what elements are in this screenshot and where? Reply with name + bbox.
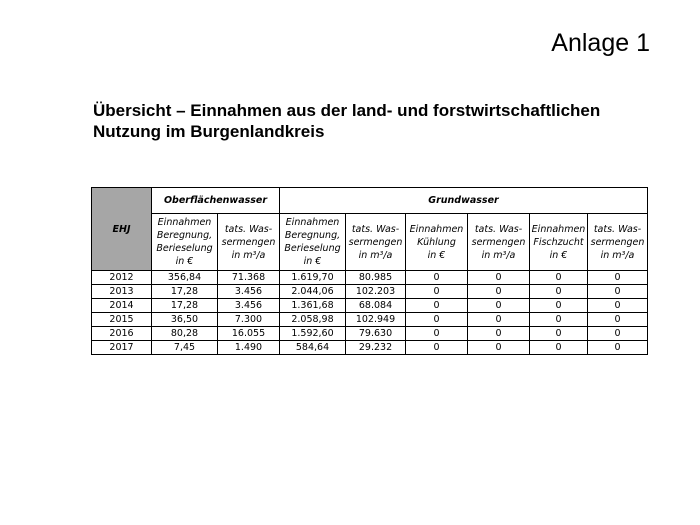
table-cell: 0 <box>588 327 648 341</box>
table-cell: 3.456 <box>218 299 280 313</box>
table-cell: 0 <box>588 341 648 355</box>
table-cell: 2.044,06 <box>280 285 346 299</box>
table-cell: 0 <box>468 271 530 285</box>
col-header-water-volume: tats. Was- sermengen in m³/a <box>588 214 648 271</box>
table-cell: 0 <box>406 327 468 341</box>
table-cell: 80,28 <box>152 327 218 341</box>
table-cell: 0 <box>530 341 588 355</box>
table-row <box>92 341 648 355</box>
table-row <box>92 313 648 327</box>
table-cell: 0 <box>406 299 468 313</box>
title-line-2: Nutzung im Burgenlandkreis <box>93 122 325 141</box>
table-cell: 0 <box>530 327 588 341</box>
table-cell: 80.985 <box>346 271 406 285</box>
table-cell: 1.490 <box>218 341 280 355</box>
table-cell: 0 <box>530 271 588 285</box>
table-cell: 36,50 <box>152 313 218 327</box>
title-line-1: Übersicht – Einnahmen aus der land- und forstwirtschaftlichen <box>93 101 601 120</box>
table-cell: 3.456 <box>218 285 280 299</box>
table-cell: 1.619,70 <box>280 271 346 285</box>
col-header-water-volume: tats. Was- sermengen in m³/a <box>346 214 406 271</box>
col-header-cooling-income: Einnahmen Kühlung in € <box>406 214 468 271</box>
table-cell: 0 <box>468 327 530 341</box>
document-title <box>93 100 653 142</box>
table-cell: 0 <box>530 285 588 299</box>
table-row <box>92 327 648 341</box>
table-cell: 0 <box>530 313 588 327</box>
table-cell: 2014 <box>92 299 152 313</box>
table-cell: 0 <box>530 299 588 313</box>
revenue-table <box>91 187 648 355</box>
table-cell: 2.058,98 <box>280 313 346 327</box>
table-cell: 2012 <box>92 271 152 285</box>
table-cell: 102.203 <box>346 285 406 299</box>
table-cell: 356,84 <box>152 271 218 285</box>
table-cell: 0 <box>406 341 468 355</box>
table-cell: 0 <box>588 299 648 313</box>
table-cell: 0 <box>468 285 530 299</box>
table-cell: 71.368 <box>218 271 280 285</box>
table-cell: 1.361,68 <box>280 299 346 313</box>
table-cell: 0 <box>588 313 648 327</box>
table-cell: 2017 <box>92 341 152 355</box>
table-cell: 0 <box>406 285 468 299</box>
col-header-irrigation-income: Einnahmen Beregnung, Berieselung in € <box>152 214 218 271</box>
table-cell: 0 <box>406 271 468 285</box>
col-header-fish-farming-income: Einnahmen Fischzucht in € <box>530 214 588 271</box>
table-cell: 17,28 <box>152 285 218 299</box>
table-cell: 2016 <box>92 327 152 341</box>
ehj-header: EHJ <box>92 188 152 271</box>
table-cell: 68.084 <box>346 299 406 313</box>
col-header-water-volume: tats. Was- sermengen in m³/a <box>218 214 280 271</box>
table-row <box>92 285 648 299</box>
table-cell: 16.055 <box>218 327 280 341</box>
table-cell: 7,45 <box>152 341 218 355</box>
col-header-irrigation-income: Einnahmen Beregnung, Berieselung in € <box>280 214 346 271</box>
table-cell: 79.630 <box>346 327 406 341</box>
table-cell: 0 <box>468 313 530 327</box>
table-cell: 1.592,60 <box>280 327 346 341</box>
col-header-water-volume: tats. Was- sermengen in m³/a <box>468 214 530 271</box>
table-cell: 0 <box>406 313 468 327</box>
table-cell: 584,64 <box>280 341 346 355</box>
surface-water-header: Oberflächenwasser <box>152 188 280 214</box>
groundwater-header: Grundwasser <box>280 188 648 214</box>
table-cell: 102.949 <box>346 313 406 327</box>
table-cell: 0 <box>588 285 648 299</box>
table-row <box>92 271 648 285</box>
table-cell: 0 <box>588 271 648 285</box>
table-cell: 2013 <box>92 285 152 299</box>
table-cell: 0 <box>468 341 530 355</box>
table-cell: 2015 <box>92 313 152 327</box>
table-cell: 17,28 <box>152 299 218 313</box>
annex-label: Anlage 1 <box>551 29 650 57</box>
table-cell: 0 <box>468 299 530 313</box>
table-cell: 29.232 <box>346 341 406 355</box>
table-cell: 7.300 <box>218 313 280 327</box>
table-row <box>92 299 648 313</box>
